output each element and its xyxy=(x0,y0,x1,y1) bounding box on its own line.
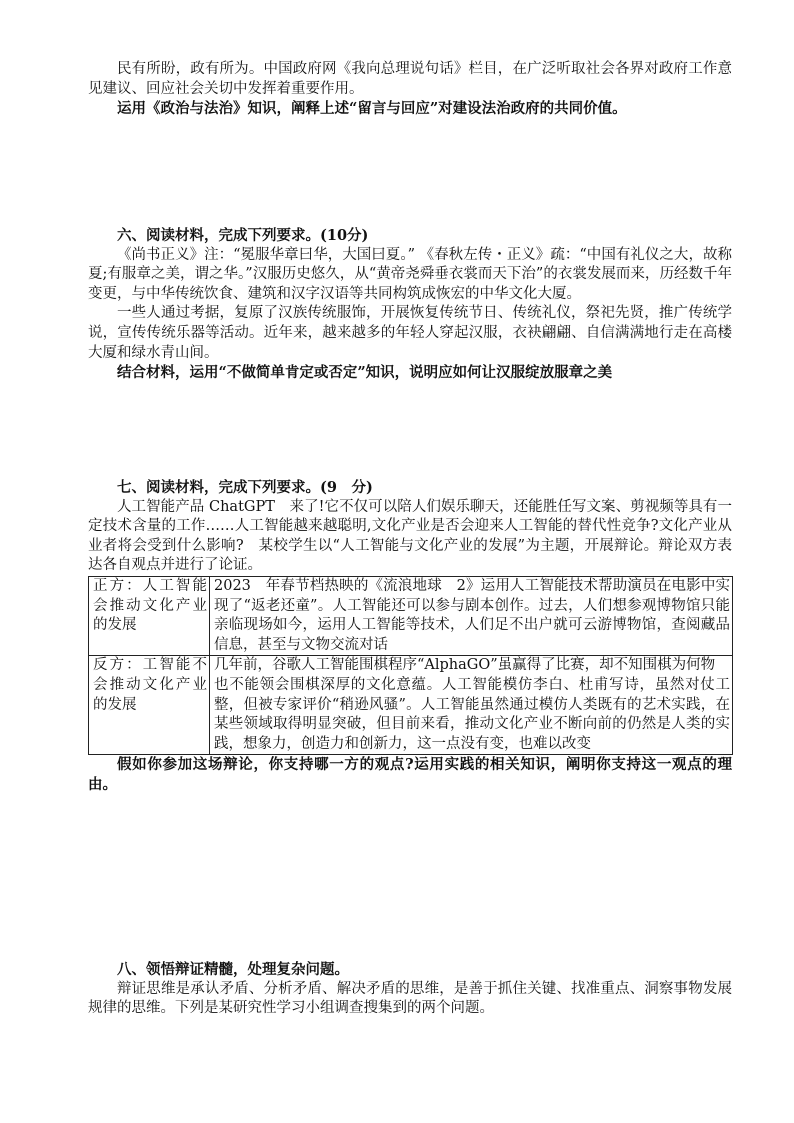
section-6 xyxy=(88,226,732,383)
table-row xyxy=(89,576,733,655)
con-argument-cell xyxy=(210,656,733,755)
section-5-continuation xyxy=(88,60,732,119)
section-8 xyxy=(88,960,732,1019)
material-paragraph: 《尚书正义》注：“冕服华章曰华，大国曰夏。” 《春秋左传・正义》疏：“中国有礼仪之大，故称夏;有服章之美，谓之华。”汉服历史悠久，从“黄帝尧舜垂衣裳而天下治”的衣裳发展而来，历经数千年变更，与中华传统饮食、建筑和汉字汉语等共同构筑成恢宏的中华文化大厦。 xyxy=(88,246,732,302)
section-heading: 七、阅读材料，完成下列要求。(9 分) xyxy=(117,479,373,496)
con-argument-line: 几年前，谷歌人工智能围棋程序“AlphaGO”虽赢得了比赛，却不知围棋为何物 xyxy=(214,657,716,674)
material-paragraph: 民有所盼，政有所为。中国政府网《我向总理说句话》栏目，在广泛听取社会各界对政府工作意见建议、回应社会关切中发挥着重要作用。 xyxy=(88,61,732,97)
material-paragraph: 人工智能产品 ChatGPT 来了!它不仅可以陪人们娱乐聊天，还能胜任写文案、剪视频等具有一定技术含量的工作……人工智能越来越聪明,文化产业是否会迎来人工智能的替代性竞争?文化产业从业者将会受到什么影响? 某校学生以“人工智能与文化产业的发展”为主题，开展辩论。辩论双方表达各自观点并进行了论证。 xyxy=(88,498,732,574)
con-argument-line: 也不能领会围棋深厚的文化意蕴。人工智能模仿李白、杜甫写诗，虽然对仗工整，但被专家评价“稍逊风骚”。人工智能虽然通过模仿人类既有的艺术实践，在某些领域取得明显突破，但目前来看，推动文化产业不断向前的仍然是人类的实践，想象力，创造力和创新力，这一点没有变，也难以改变 xyxy=(214,676,730,752)
material-paragraph: 一些人通过考据，复原了汉族传统服饰，开展恢复传统节日、传统礼仪，祭祀先贤，推广传统学说，宣传传统乐器等活动。近年来，越来越多的年轻人穿起汉服，衣袂翩翩、自信满满地行走在高楼大厦和绿水青山间。 xyxy=(88,305,732,361)
section-heading: 八、领悟辩证精髓，处理复杂问题。 xyxy=(117,961,349,978)
section-7 xyxy=(88,478,732,795)
debate-table xyxy=(88,576,733,755)
question-prompt: 结合材料，运用“不做简单肯定或否定”知识，说明应如何让汉服绽放服章之美 xyxy=(117,364,613,382)
section-heading: 六、阅读材料，完成下列要求。(10分) xyxy=(117,227,369,244)
table-row xyxy=(89,656,733,755)
con-side-cell: 反方：工智能不会推动文化产业的发展 xyxy=(89,656,210,755)
question-prompt: 假如你参加这场辩论，你支持哪一方的观点?运用实践的相关知识，阐明你支持这一观点的理由。 xyxy=(88,756,732,793)
pro-argument-cell: 2023 年春节档热映的《流浪地球 2》运用人工智能技术帮助演员在电影中实现了“返老还童”。人工智能还可以参与剧本创作。过去，人们想参观博物馆只能亲临现场如今，运用人工智能等技术，人们足不出户就可云游博物馆，查阅藏品信息，甚至与文物交流对话 xyxy=(210,576,733,655)
question-prompt: 运用《政治与法治》知识，阐释上述“留言与回应”对建设法治政府的共同价值。 xyxy=(117,100,627,118)
pro-side-cell: 正方：人工智能会推动文化产业的发展 xyxy=(89,576,210,655)
material-paragraph: 辩证思维是承认矛盾、分析矛盾、解决矛盾的思维，是善于抓住关键、找准重点、洞察事物发展规律的思维。下列是某研究性学习小组调查搜集到的两个问题。 xyxy=(88,980,732,1017)
